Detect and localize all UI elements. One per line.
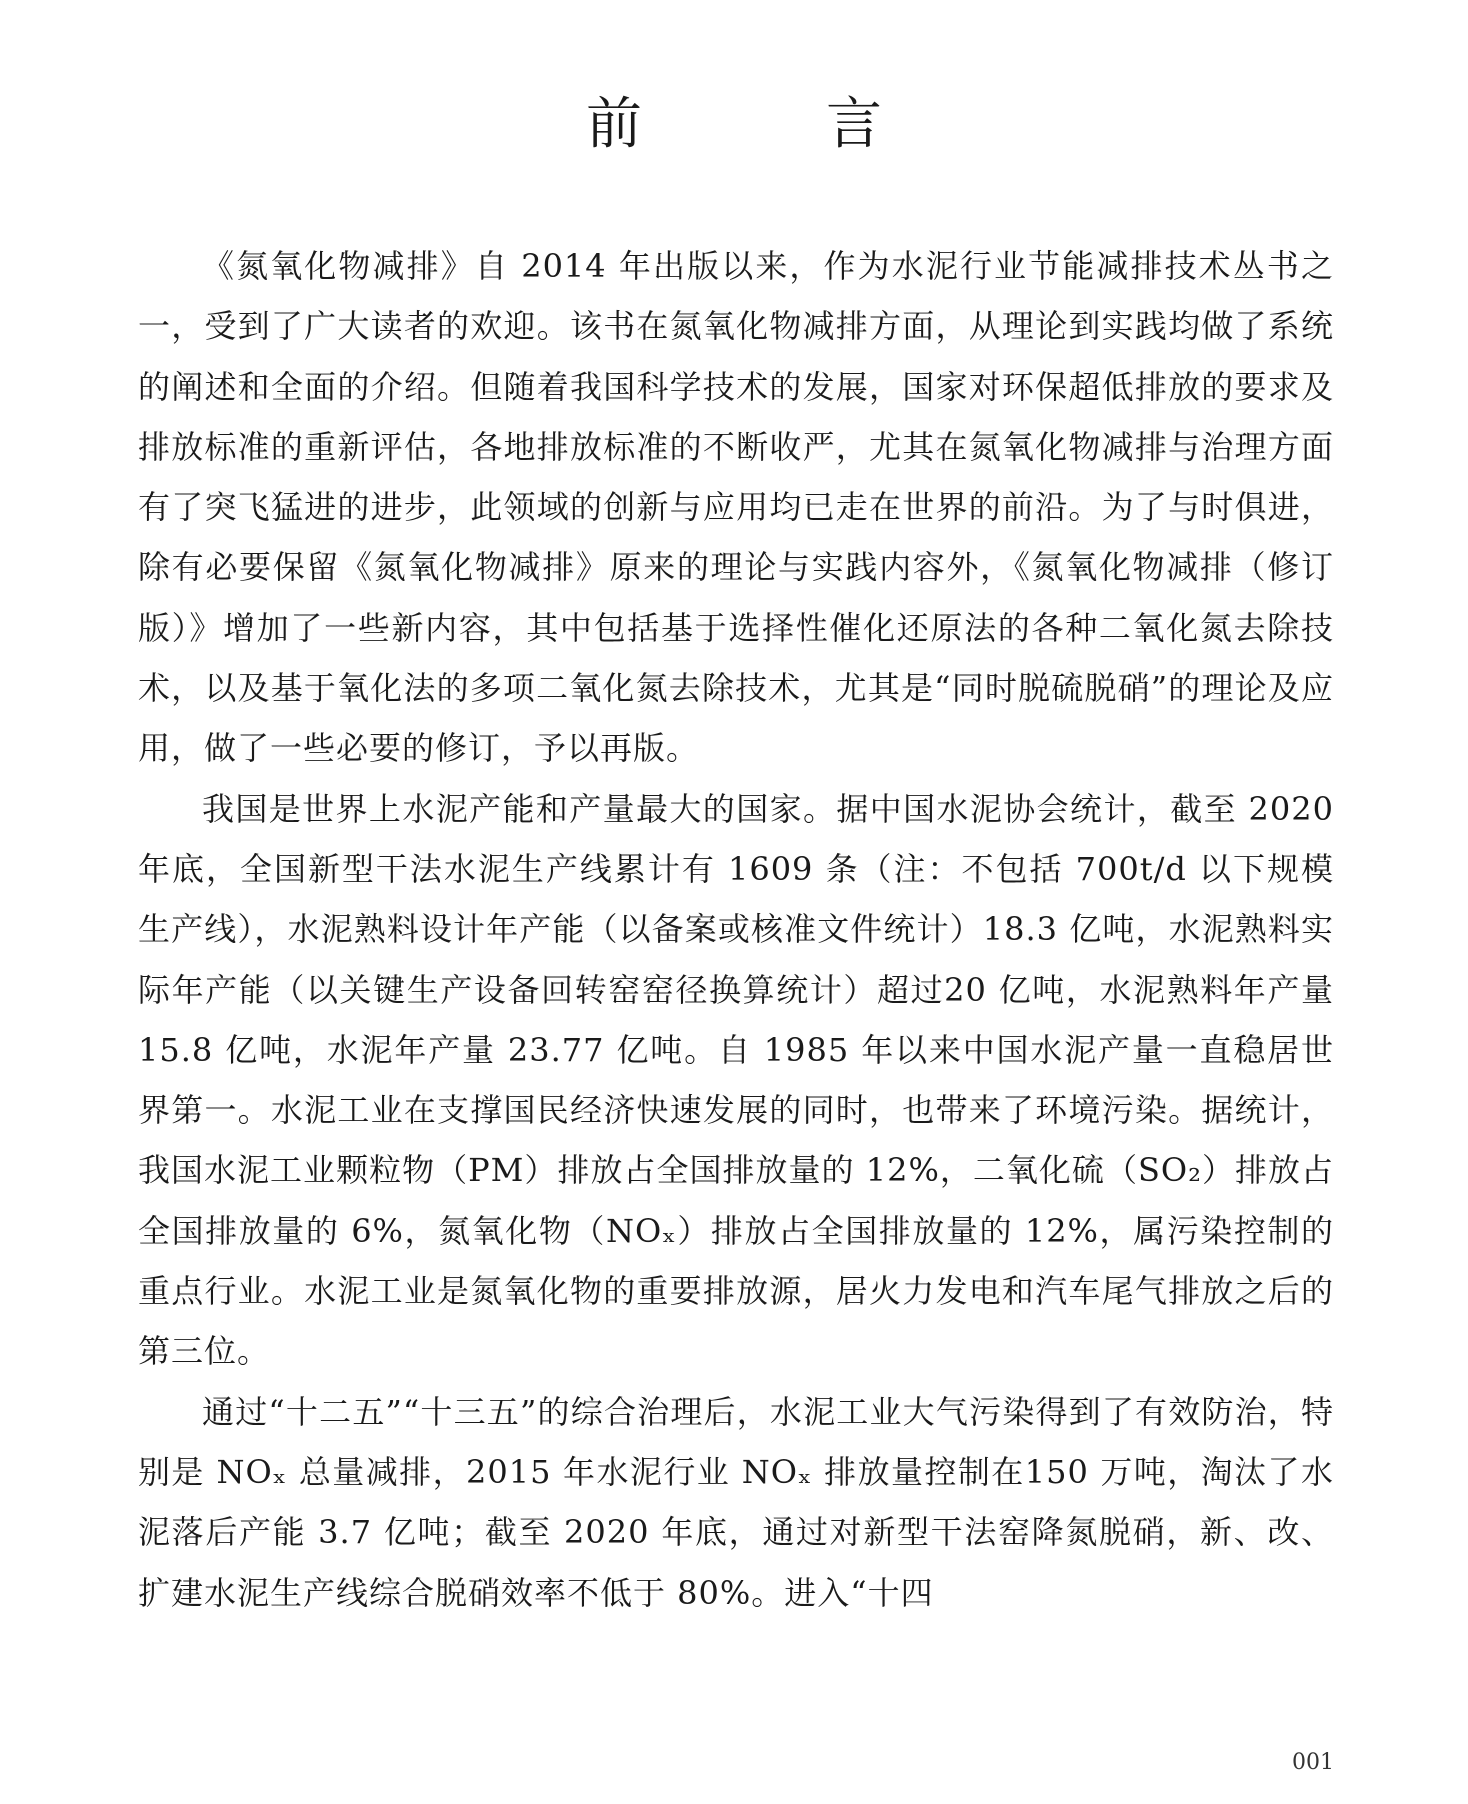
- page-title: 前 言: [586, 91, 946, 157]
- body-text: [138, 236, 1334, 1623]
- paragraph: 《氮氧化物减排》自 2014 年出版以来，作为水泥行业节能减排技术丛书之一，受到了广大读者的欢迎。该书在氮氧化物减排方面，从理论到实践均做了系统的阐述和全面的介绍。但随着我国科学技术的发展，国家对环保超低排放的要求及排放标准的重新评估，各地排放标准的不断收严，尤其在氮氧化物减排与治理方面有了突飞猛进的进步，此领域的创新与应用均已走在世界的前沿。为了与时俱进，除有必要保留《氮氧化物减排》原来的理论与实践内容外，《氮氧化物减排（修订版）》增加了一些新内容，其中包括基于选择性催化还原法的各种二氧化氮去除技术，以及基于氧化法的多项二氧化氮去除技术，尤其是“同时脱硫脱硝”的理论及应用，做了一些必要的修订，予以再版。: [138, 247, 1334, 768]
- paragraph: 通过“十二五”“十三五”的综合治理后，水泥工业大气污染得到了有效防治，特别是 NOₓ 总量减排，2015 年水泥行业 NOₓ 排放量控制在150 万吨，淘汰了水泥落后产能 3.7 亿吨；截至 2020 年底，通过对新型干法窑降氮脱硝，新、改、扩建水泥生产线综合脱硝效率不低于 80%。进入“十四: [138, 1392, 1334, 1612]
- paragraph: 我国是世界上水泥产能和产量最大的国家。据中国水泥协会统计，截至 2020 年底，全国新型干法水泥生产线累计有 1609 条（注：不包括 700t/d 以下规模生产线），水泥熟料设计年产能（以备案或核准文件统计）18.3 亿吨，水泥熟料实际年产能（以关键生产设备回转窑窑径换算统计）超过20 亿吨，水泥熟料年产量 15.8 亿吨，水泥年产量 23.77 亿吨。自 1985 年以来中国水泥产量一直稳居世界第一。水泥工业在支撑国民经济快速发展的同时，也带来了环境污染。据统计，我国水泥工业颗粒物（PM）排放占全国排放量的 12%，二氧化硫（SO₂）排放占全国排放量的 6%，氮氧化物（NOₓ）排放占全国排放量的 12%，属污染控制的重点行业。水泥工业是氮氧化物的重要排放源，居火力发电和汽车尾气排放之后的第三位。: [138, 789, 1334, 1371]
- page-number: 001: [1292, 1750, 1334, 1775]
